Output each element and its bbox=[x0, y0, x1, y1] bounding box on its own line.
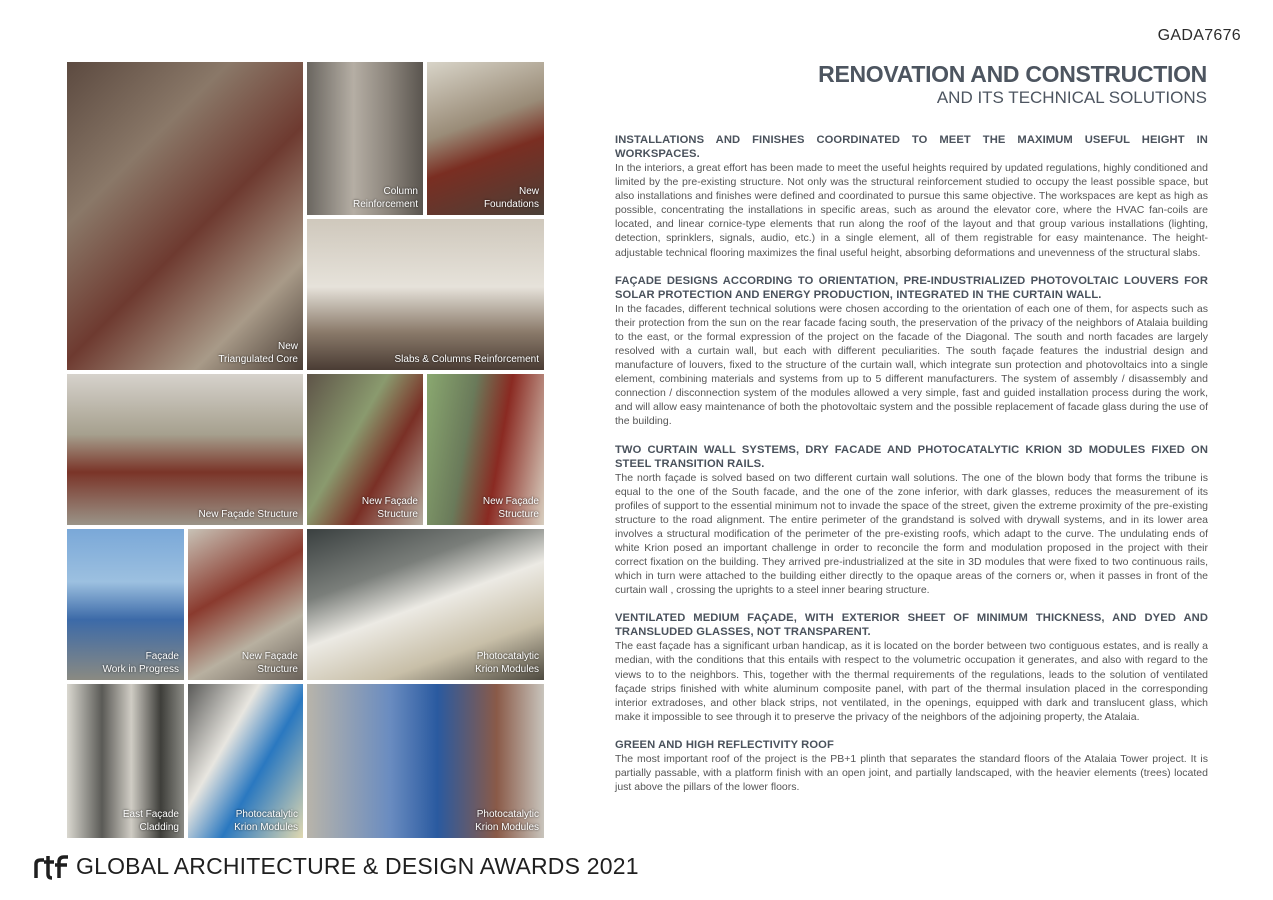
photo-new-facade-structure-1 bbox=[67, 374, 303, 525]
photo-krion-modules-3 bbox=[307, 684, 544, 838]
photo-new-facade-structure-2 bbox=[307, 374, 423, 525]
photo-east-facade-cladding bbox=[67, 684, 184, 838]
photo-grid bbox=[67, 62, 544, 838]
section-heading: INSTALLATIONS AND FINISHES COORDINATED TO MEET THE MAXIMUM USEFUL HEIGHT IN WORKSPACES. bbox=[615, 134, 1208, 160]
photo-triangulated-core bbox=[67, 62, 303, 370]
photo-new-facade-structure-4 bbox=[188, 529, 303, 680]
awards-name: GLOBAL ARCHITECTURE & DESIGN AWARDS 2021 bbox=[76, 853, 639, 879]
photo-caption: Photocatalytic Krion Modules bbox=[475, 809, 539, 833]
photo-new-facade-structure-3 bbox=[427, 374, 544, 525]
photo-caption: New Triangulated Core bbox=[218, 341, 298, 365]
photo-caption: Photocatalytic Krion Modules bbox=[475, 651, 539, 675]
photo-new-foundations bbox=[427, 62, 544, 215]
photo-caption: New Façade Structure bbox=[198, 509, 298, 520]
photo-caption: New Foundations bbox=[483, 186, 539, 210]
project-code: GADA7676 bbox=[1157, 27, 1241, 44]
photo-krion-modules-2 bbox=[188, 684, 303, 838]
section-body: In the interiors, a great effort has been made to meet the useful heights required by updated regulations, highly conditioned and limited by the pre-existing structure. Not only was the structural reinforcement studied to occupy the least possible space, but also installations and finishes were defined and coordinated to pursue this same objective. The workspaces are kept as high as possible, concentrating the installations in specific areas, such as around the elevator core, where the HVAC fan-coils are located, and linear cornice-type elements that run along the roof of the layout and that group various installations (lighting, detection, sprinklers, signals, audio, etc.) in a single element, all of them registrable for easy maintenance. The height-adjustable technical flooring maximizes the final useful height, absorbing deformations and unevenness of the structural slabs. bbox=[615, 162, 1208, 259]
photo-caption: Façade Work in Progress bbox=[102, 651, 179, 675]
section-body: The north façade is solved based on two different curtain wall solutions. The one of the blown body that forms the tribune is equal to the one of the South facade, and the one of the zone inferior, with dark glasses, reduces the measurement of its profiles of support to the essential minimum not to invade the space of the street, given the extreme proximity of the pre-existing structure to the road alignment. The entire perimeter of the grandstand is solved with drywall systems, and in its lower area involves a structural modification of the perimeter of the pre-existing roofs, which adapt to the curve. The undulating ends of white Krion posed an important challenge in order to reconcile the form and modulation proposed in the project with their correct fixation on the building. They arrived pre-industrialized at the site in 3D modules that were fixed to two continuous rails, which in turn were attached to the building either directly to the opaque areas of the corners or, when it passes in front of the curtain wall , crossing the uprights to a steel inner bearing structure. bbox=[615, 471, 1208, 597]
photo-krion-modules-1 bbox=[307, 529, 544, 680]
photo-caption: Column Reinforcement bbox=[352, 186, 418, 210]
section-heading: GREEN AND HIGH REFLECTIVITY ROOF bbox=[615, 738, 834, 751]
photo-column-reinforcement bbox=[307, 62, 423, 215]
photo-slabs-columns-reinforcement bbox=[307, 219, 544, 370]
photo-caption: New Façade Structure bbox=[361, 496, 418, 520]
section-curtain-wall bbox=[615, 443, 1208, 598]
photo-facade-work-in-progress bbox=[67, 529, 184, 680]
footer bbox=[34, 853, 639, 880]
section-installations bbox=[615, 133, 1208, 260]
section-body: The east façade has a significant urban handicap, as it is located on the border between two contiguous estates, and is really a median, with the conditions that this entails with respect to the volumetric occupation it generates, and also with regard to the views to to the neighbors. This, together with the thermal requirements of the regulations, leads to the solution of ventilated façade strips finished with white aluminum composite panel, with part of the thermal insulation placed in the corresponding interior extradoses, and other black strips, not ventilated, in the openings, equipped with dark and translucent glass, which make it impossible to see through it to preserve the privacy of the neighbors of the adjoining property, the Atalaia. bbox=[615, 640, 1208, 723]
section-heading: VENTILATED MEDIUM FAÇADE, WITH EXTERIOR SHEET OF MINIMUM THICKNESS, AND DYED AND TRANSLUDED GLASSES, NOT TRANSPARENT. bbox=[615, 612, 1208, 639]
section-roof bbox=[615, 738, 1208, 794]
section-body: In the facades, different technical solutions were chosen according to the orientation of each one of them, for aspects such as their protection from the sun on the rear facade facing south, the preservation of the privacy of the neighbors of Atalaia building to the east, or the formal expression of the project on the facade of the Diagonal. The south and north facades are largely resolved with a curtain wall, but each with different peculiarities. The south façade features the industrial design and manufacture of louvers, fixed to the structure of the curtain wall, which integrate sun protection and photovoltaics into a single element, combining materials and systems from up to 5 different manufacturers. The system of assembly / disassembly and connection / disconnection system of the modules allowed a very simple, fast and guided installation process during the work, and will allow easy maintenance of both the photovoltaic system and the possible replacement of facade glass during the use of the building. bbox=[615, 302, 1208, 428]
page-title bbox=[818, 60, 1207, 108]
photo-caption: East Façade Cladding bbox=[122, 809, 179, 833]
photo-caption: New Façade Structure bbox=[482, 496, 539, 520]
section-heading: TWO CURTAIN WALL SYSTEMS, DRY FACADE AND PHOTOCATALYTIC KRION 3D MODULES FIXED ON STEEL TRANSITION RAILS. bbox=[615, 443, 1208, 470]
section-heading: FAÇADE DESIGNS ACCORDING TO ORIENTATION, PRE-INDUSTRIALIZED PHOTOVOLTAIC LOUVERS FOR SOLAR PROTECTION AND ENERGY PRODUCTION, INTEGRATED IN THE CURTAIN WALL. bbox=[615, 274, 1208, 301]
title-sub: AND ITS TECHNICAL SOLUTIONS bbox=[936, 88, 1207, 107]
section-body: The most important roof of the project is the PB+1 plinth that separates the standard floors of the Atalaia Tower project. It is partially passable, with a platform finish with an open joint, and partially landscaped, with the heavier elements (trees) located just above the pillars of the lower floors. bbox=[615, 752, 1208, 794]
text-column bbox=[615, 133, 1208, 808]
rtf-logo-icon bbox=[34, 854, 70, 880]
photo-caption: New Façade Structure bbox=[241, 651, 298, 675]
section-ventilated-facade bbox=[615, 611, 1208, 724]
photo-caption: Slabs & Columns Reinforcement bbox=[394, 354, 539, 365]
photo-caption: Photocatalytic Krion Modules bbox=[234, 809, 298, 833]
title-main: RENOVATION AND CONSTRUCTION bbox=[818, 61, 1207, 87]
section-facade-designs bbox=[615, 274, 1208, 429]
